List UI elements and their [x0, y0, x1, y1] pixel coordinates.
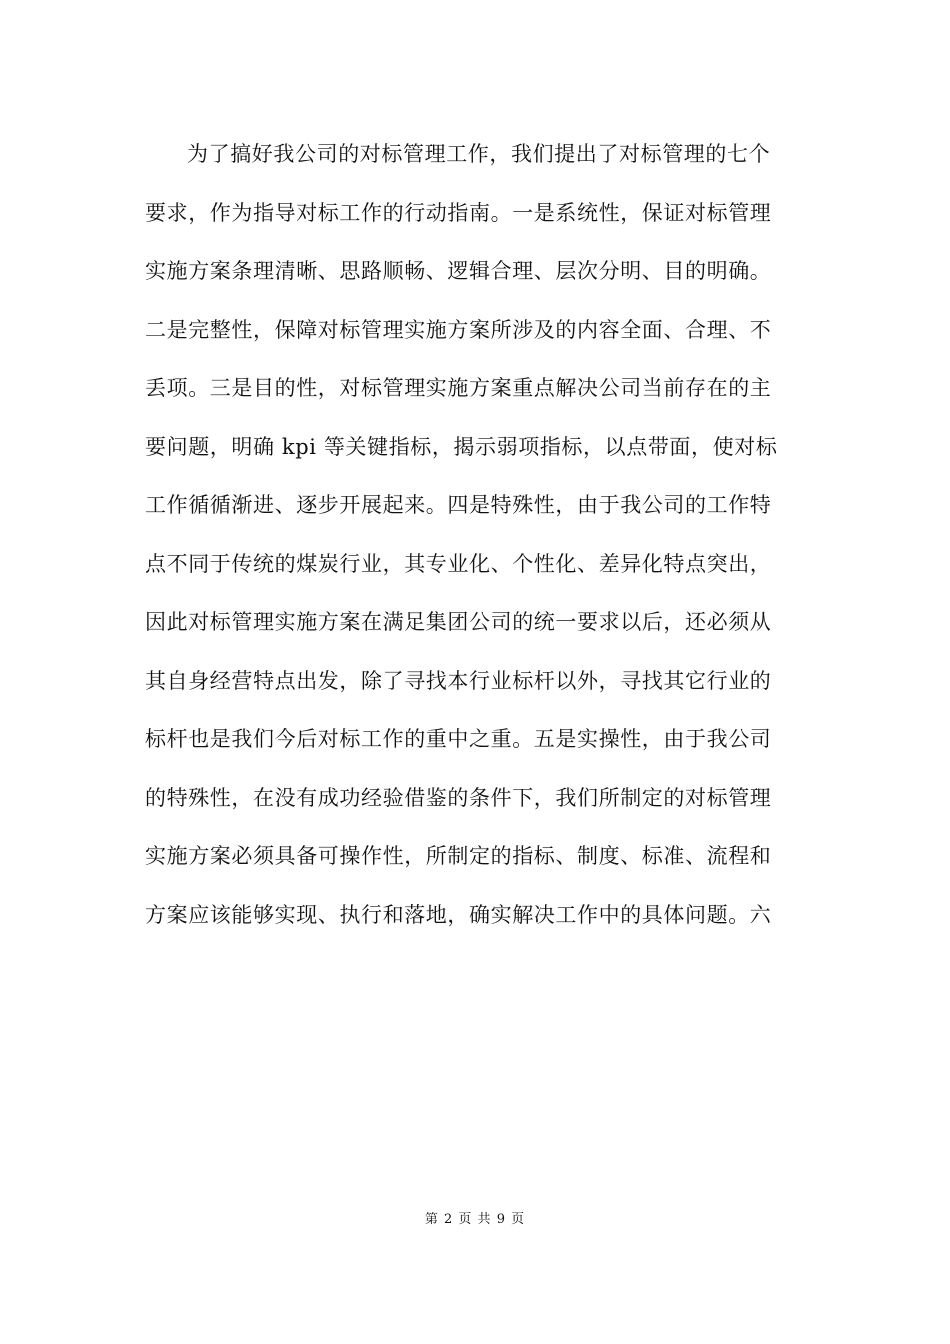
text-line-10: 其自身经营特点出发，除了寻找本行业标杆以外，寻找其它行业的 [145, 668, 772, 693]
text-line-12: 的特殊性，在没有成功经验借鉴的条件下，我们所制定的对标管理 [145, 785, 772, 810]
text-line-2: 要求，作为指导对标工作的行动指南。一是系统性，保证对标管理 [145, 200, 772, 225]
text-line-5: 丢项。三是目的性，对标管理实施方案重点解决公司当前存在的主 [145, 376, 772, 400]
body-paragraph [145, 132, 815, 951]
text-line-3: 实施方案条理清晰、思路顺畅、逻辑合理、层次分明、目的明确。 [145, 259, 772, 283]
text-line-1: 为了搞好我公司的对标管理工作，我们提出了对标管理的七个 [187, 142, 771, 166]
text-line-7: 工作循循渐进、逐步开展起来。四是特殊性，由于我公司的工作特 [145, 493, 772, 517]
text-line-9: 因此对标管理实施方案在满足集团公司的统一要求以后，还必须从 [145, 610, 772, 634]
text-line-13: 实施方案必须具备可操作性，所制定的指标、制度、标准、流程和 [145, 844, 772, 868]
text-line-14: 方案应该能够实现、执行和落地，确实解决工作中的具体问题。六 [145, 902, 772, 927]
text-line-4: 二是完整性，保障对标管理实施方案所涉及的内容全面、合理、不 [145, 317, 772, 342]
text-line-8: 点不同于传统的煤炭行业，其专业化、个性化、差异化特点突出， [145, 551, 772, 576]
page-number-footer: 第 2 页 共 9 页 [424, 1212, 526, 1227]
text-line-6: 要问题，明确 kpi 等关键指标，揭示弱项指标，以点带面，使对标 [145, 434, 778, 459]
text-line-11: 标杆也是我们今后对标工作的重中之重。五是实操性，由于我公司 [145, 727, 772, 751]
